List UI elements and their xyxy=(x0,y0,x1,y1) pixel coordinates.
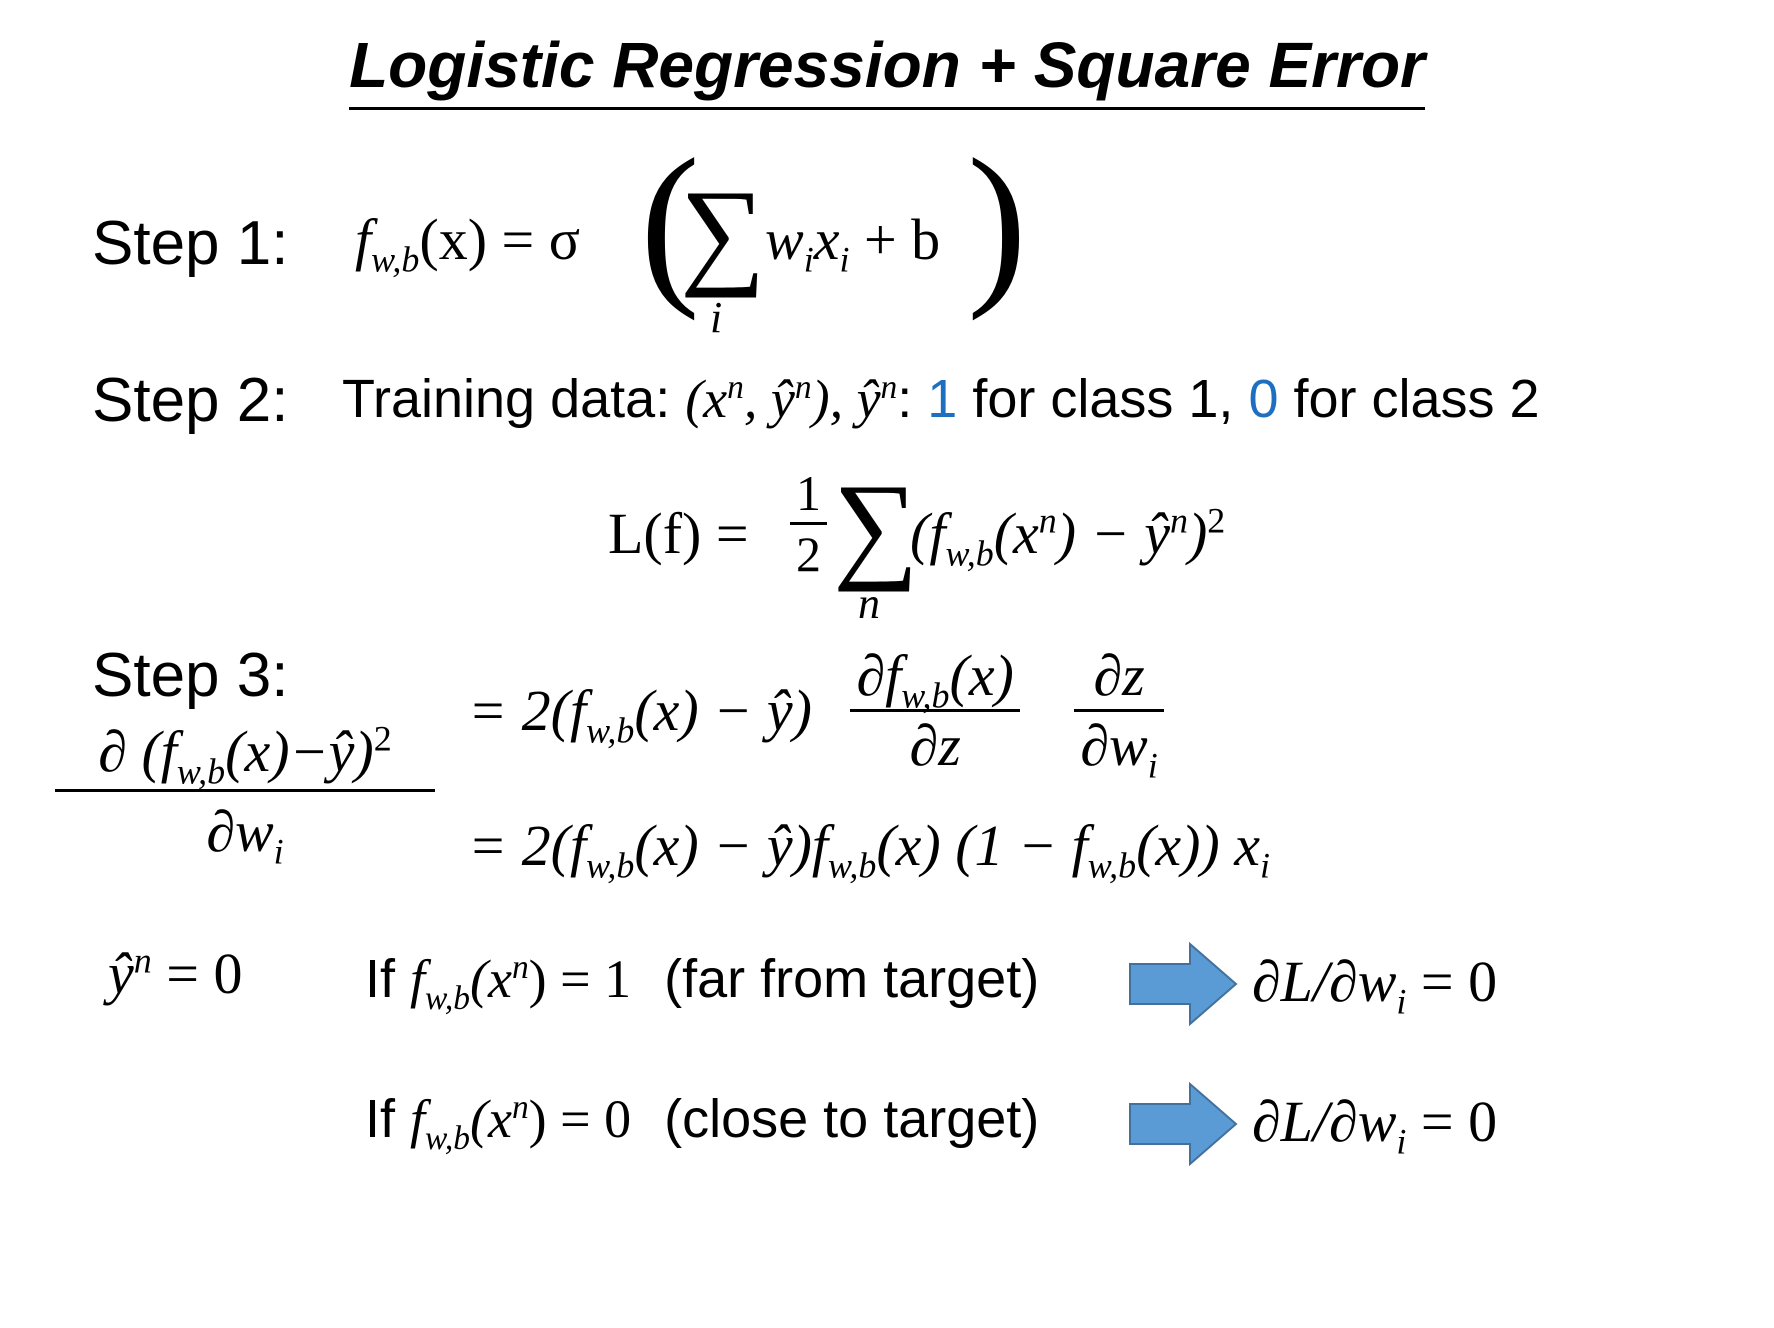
step1-sum-index: i xyxy=(710,293,723,342)
case2-arrow-icon xyxy=(1128,1082,1240,1166)
loss-sum-symbol: ∑ xyxy=(833,459,919,592)
step1-close-paren: ) xyxy=(967,122,1027,321)
yhat-condition: $ŷ^n = 0$ xyxy=(108,940,243,1006)
case1-result: $\partial L/\partial w_i = 0$ xyxy=(1252,949,1498,1022)
slide-title xyxy=(0,28,1774,102)
case2-result: $\partial L/\partial w_i = 0$ xyxy=(1252,1089,1498,1162)
step3-label: Step 3: xyxy=(92,641,289,710)
slide-title-text: Logistic Regression + Square Error xyxy=(349,29,1425,110)
case2-note: (close to target) xyxy=(664,1089,1040,1149)
step3-line1: = $2(f_{w,b}(x)$ − ŷ) $\frac{\partial f_{w,b}(x)}{\partial z}$ $\frac{\partial z}{\partial w_i}$ xyxy=(468,642,1164,779)
df-dz-fraction: $\frac{\partial f_{w,b}(x)}{\partial z}$ xyxy=(850,642,1019,779)
loss-sum-index: n xyxy=(858,579,880,628)
case1-note: (far from target) xyxy=(664,949,1040,1009)
partial-derivative-lhs: ∂ $(f_{w,b}(x)-ŷ)^2$ $\partial w_i$ xyxy=(55,718,435,865)
case1-line: If $f_{w,b}(x^n) = 1$ (far from target) xyxy=(365,949,1040,1017)
step2-label: Step 2: xyxy=(92,366,289,435)
class2-value: 0 xyxy=(1248,369,1279,429)
case2-line: If $f_{w,b}(x^n) = 0$ (close to target) xyxy=(365,1089,1040,1157)
step1-label: Step 1: xyxy=(92,209,289,278)
case1-arrow-icon xyxy=(1128,942,1240,1026)
step1-open-paren: ( xyxy=(640,122,700,321)
loss-half-fraction: $\frac{1}{2}$ xyxy=(790,464,827,583)
loss-formula: L(f) = $\frac{1}{2}$ ∑ n ($f_{w,b}(x^n)$ − $ŷ^n)^2$ xyxy=(608,459,1226,628)
step1-sum-symbol: ∑ xyxy=(680,165,766,298)
training-data-line: Training data: ($x^n$, $ŷ^n$), $ŷ^n$: 1 for class 1, 0 for class 2 xyxy=(342,369,1540,429)
dz-dw-fraction: $\frac{\partial z}{\partial w_i}$ xyxy=(1074,642,1163,779)
class1-value: 1 xyxy=(927,369,958,429)
step3-line2: = $2(f_{w,b}(x)$ − $ŷ)f_{w,b}(x)$ $(1 - f_{w,b}(x))$ $x_i$ xyxy=(468,813,1270,886)
